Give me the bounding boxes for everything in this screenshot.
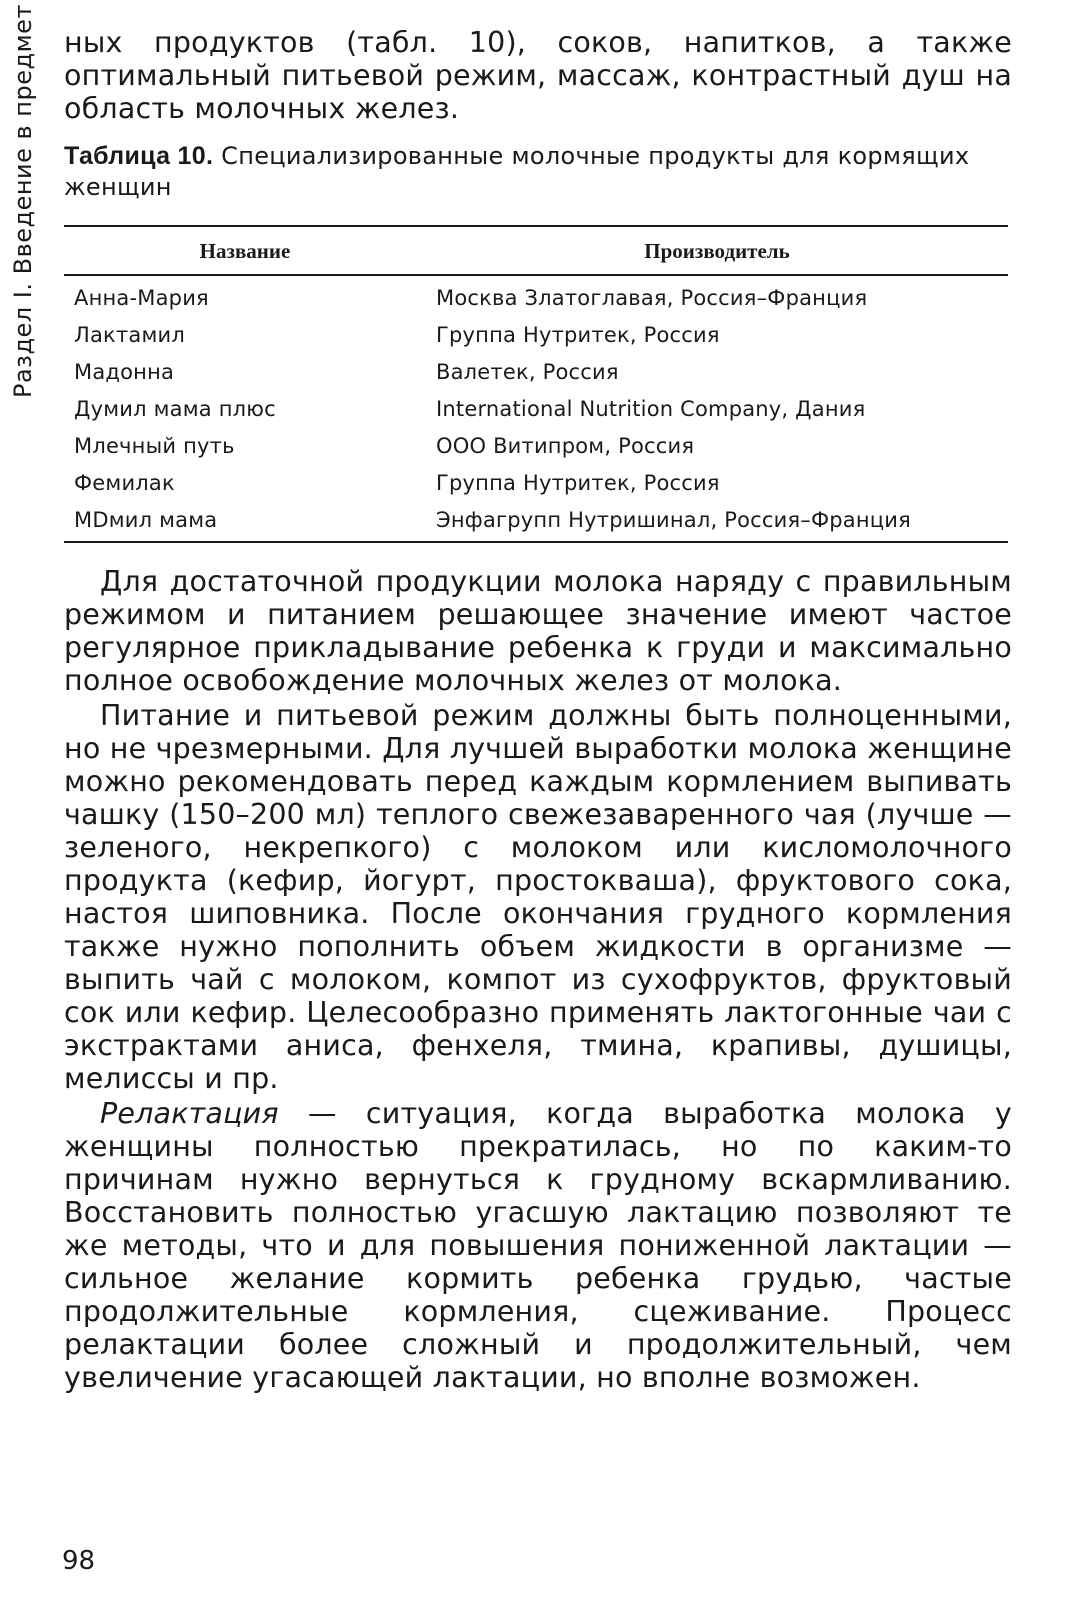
product-name-cell: Анна-Мария xyxy=(74,286,209,310)
paragraph: Питание и питьевой режим должны быть полноценными, но не чрезмерными. Для лучшей выработки молока женщине можно рекомендовать перед каждым кормлением выпивать чашку (150–200 мл) теплого свежезаваренного чая (лучше — зеленого, некрепкого) с молоком или кисломолочного продукта (кефир, йогурт, простокваша), фруктового сока, настоя шиповника. После окончания грудного кормления также нужно пополнить объем жидкости в организме — выпить чай с молоком, компот из сухофруктов, фруктовый сок или кефир. Целесообразно применять лактогонные чаи с экстрактами аниса, фенхеля, тмина, крапивы, душицы, мелиссы и пр. xyxy=(64,699,1012,1095)
term-relactation: Релактация xyxy=(100,1097,279,1130)
page-number: 98 xyxy=(62,1546,96,1576)
table-caption-label: Таблица 10. xyxy=(64,142,214,170)
producer-cell: Энфагрупп Нутришинал, Россия–Франция xyxy=(426,502,1008,542)
paragraph xyxy=(64,1097,1012,1394)
paragraph-text: — ситуация, когда выработка молока у женщины полностью прекратилась, но по каким-то причинам нужно вернуться к грудному вскармливанию. Восстановить полностью угасшую лактацию позволяют те же методы, что и для повышения пониженной лактации — сильное желание кормить ребенка грудью, частые продолжительные кормления, сцеживание. Процесс релактации более сложный и продолжительный, чем увеличение угасающей лактации, но вполне возможен. xyxy=(64,1097,1012,1394)
table-row xyxy=(64,502,1008,542)
table-caption xyxy=(64,141,1012,203)
product-name-cell: Лактамил xyxy=(74,323,185,347)
table-row xyxy=(64,354,1008,391)
product-name-cell: Думил мама плюс xyxy=(74,397,276,421)
table-row xyxy=(64,275,1008,317)
page-content xyxy=(64,26,1012,1396)
column-header-name: Название xyxy=(64,226,426,275)
products-table xyxy=(64,225,1008,543)
producer-cell: Валетек, Россия xyxy=(436,360,619,384)
body-text xyxy=(64,565,1012,1394)
table-row xyxy=(64,317,1008,354)
product-name-cell: Мадонна xyxy=(74,360,175,384)
intro-paragraph: ных продуктов (табл. 10), соков, напитков, а также оптимальный питьевой режим, массаж, контрастный душ на область молочных желез. xyxy=(64,26,1012,125)
table-row xyxy=(64,465,1008,502)
producer-cell: Группа Нутритек, Россия xyxy=(436,323,720,347)
table-row xyxy=(64,428,1008,465)
product-name-cell: MDмил мама xyxy=(64,502,426,542)
table-header-row xyxy=(64,226,1008,275)
producer-cell: Москва Златоглавая, Россия–Франция xyxy=(436,286,868,310)
producer-cell: Группа Нутритек, Россия xyxy=(436,471,720,495)
producer-cell: ООО Витипром, Россия xyxy=(436,434,695,458)
paragraph: Для достаточной продукции молока наряду с правильным режимом и питанием решающее значение имеют частое регулярное прикладывание ребенка к груди и максимально полное освобождение молочных желез от молока. xyxy=(64,565,1012,697)
producer-cell: International Nutrition Company, Дания xyxy=(436,397,866,421)
product-name-cell: Фемилак xyxy=(74,471,175,495)
running-header: Раздел I. Введение в предмет xyxy=(9,4,37,398)
table-caption-text: Специализированные молочные продукты для кормящих женщин xyxy=(64,142,970,201)
column-header-producer: Производитель xyxy=(426,226,1008,275)
product-name-cell: Млечный путь xyxy=(74,434,235,458)
table-row xyxy=(64,391,1008,428)
